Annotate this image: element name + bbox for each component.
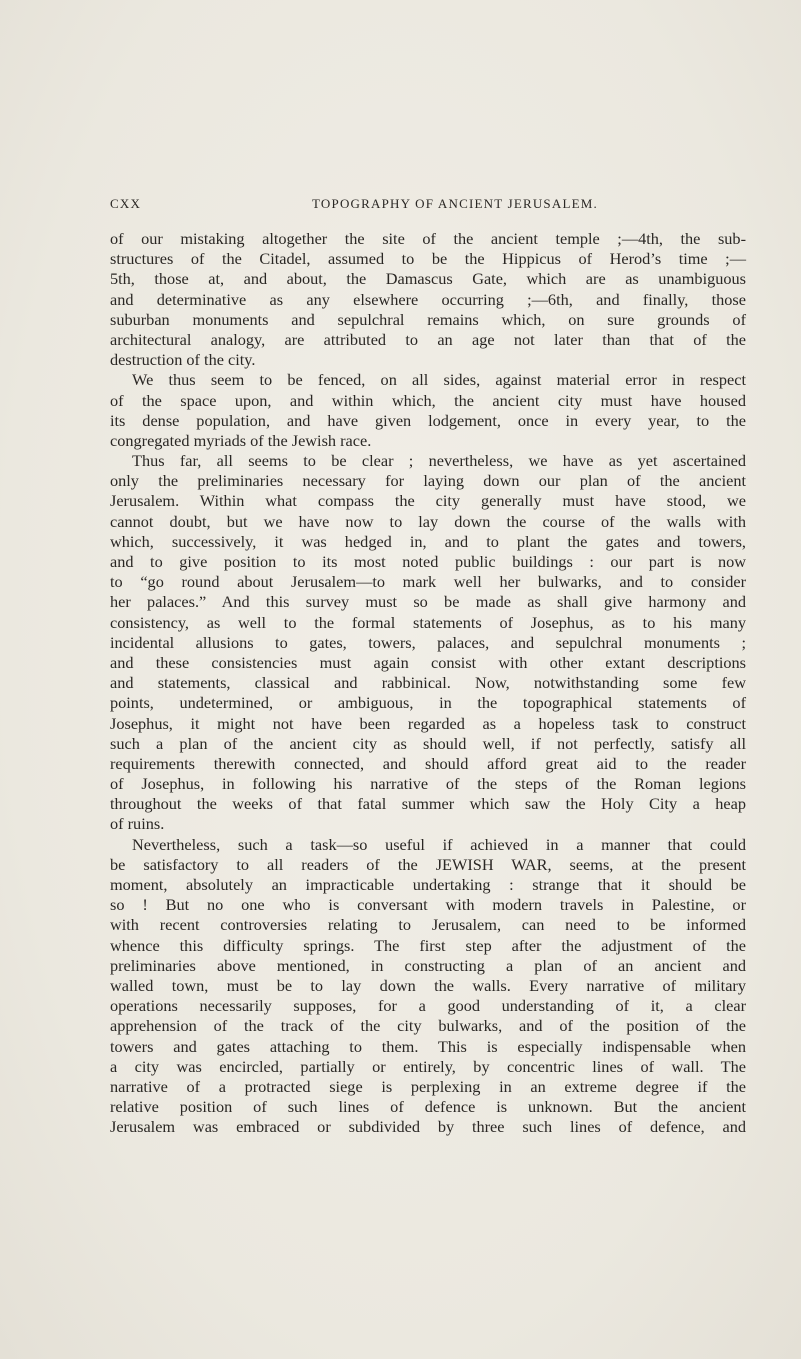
text-line: architectural analogy, are attributed to an age not later than that of the [110, 329, 746, 349]
text-line: and these consistencies must again consist with other extant descriptions [110, 652, 746, 672]
text-line: be satisfactory to all readers of the JEWISH WAR, seems, at the present [110, 854, 746, 874]
text-line: its dense population, and have given lodgement, once in every year, to the [110, 410, 746, 430]
text-line: and statements, classical and rabbinical. Now, notwithstanding some few [110, 673, 746, 693]
text-line: so ! But no one who is conversant with modern travels in Palestine, or [110, 895, 746, 915]
text-line: Jerusalem was embraced or subdivided by three such lines of defence, and [110, 1117, 746, 1137]
text-line: structures of the Citadel, assumed to be the Hippicus of Herod’s time ;— [110, 249, 746, 269]
text-line: preliminaries above mentioned, in constructing a plan of an ancient and [110, 955, 746, 975]
text-line: her palaces.” And this survey must so be made as shall give harmony and [110, 592, 746, 612]
text-line: congregated myriads of the Jewish race. [110, 430, 372, 450]
text-line: consistency, as well to the formal statements of Josephus, as to his many [110, 612, 746, 632]
text-line: cannot doubt, but we have now to lay down the course of the walls with [110, 511, 746, 531]
text-line: Jerusalem. Within what compass the city generally must have stood, we [110, 491, 746, 511]
text-line: Nevertheless, such a task—so useful if achieved in a manner that could [132, 834, 746, 854]
text-line: apprehension of the track of the city bulwarks, and of the position of the [110, 1016, 746, 1036]
text-line: incidental allusions to gates, towers, palaces, and sepulchral monuments ; [110, 632, 746, 652]
text-line: towers and gates attaching to them. This is especially indispensable when [110, 1036, 746, 1056]
text-line: and to give position to its most noted public buildings : our part is now [110, 552, 746, 571]
text-line: such a plan of the ancient city as should well, if not perfectly, satisfy all [110, 733, 746, 753]
text-line: We thus seem to be fenced, on all sides, against material error in respect [132, 370, 746, 390]
text-line: a city was encircled, partially or entirely, by concentric lines of wall. The [110, 1056, 746, 1076]
text-line: to “go round about Jerusalem—to mark well her bulwarks, and to consider [110, 572, 746, 592]
text-line: throughout the weeks of that fatal summer which saw the Holy City a heap [110, 794, 746, 814]
text-line: of the space upon, and within which, the ancient city must have housed [110, 390, 746, 410]
text-line: operations necessarily supposes, for a good understanding of it, a clear [110, 996, 746, 1016]
text-line: requirements therewith connected, and should afford great aid to the reader [110, 753, 746, 773]
text-line: with recent controversies relating to Jerusalem, can need to be informed [110, 915, 746, 935]
text-line: moment, absolutely an impracticable undertaking : strange that it should be [110, 875, 746, 894]
text-line: Josephus, it might not have been regarded as a hopeless task to construct [110, 713, 746, 733]
text-line: of ruins. [110, 814, 165, 834]
text-line: only the preliminaries necessary for laying down our plan of the ancient [110, 471, 746, 491]
text-line: and determinative as any elsewhere occurring ;—6th, and finally, those [110, 289, 746, 309]
page-number: CXX [110, 196, 142, 211]
text-line: points, undetermined, or ambiguous, in the topographical statements of [110, 693, 746, 713]
text-line: 5th, those at, and about, the Damascus Gate, which are as unambiguous [110, 269, 746, 289]
text-line: whence this difficulty springs. The first step after the adjustment of the [110, 935, 746, 955]
text-line: relative position of such lines of defence is unknown. But the ancient [110, 1097, 746, 1117]
text-line: of our mistaking altogether the site of the ancient temple ;—4th, the sub- [110, 229, 746, 248]
text-line: of Josephus, in following his narrative of the steps of the Roman legions [110, 774, 746, 794]
text-line: walled town, must be to lay down the walls. Every narrative of military [110, 975, 746, 995]
text-line: narrative of a protracted siege is perplexing in an extreme degree if the [110, 1076, 746, 1096]
text-line: Thus far, all seems to be clear ; nevertheless, we have as yet ascertained [132, 451, 746, 471]
text-line: suburban monuments and sepulchral remains which, on sure grounds of [110, 309, 746, 329]
running-head [110, 196, 750, 214]
body-text [110, 229, 746, 1137]
running-title: TOPOGRAPHY OF ANCIENT JERUSALEM. [312, 196, 598, 211]
text-line: which, successively, it was hedged in, and to plant the gates and towers, [110, 531, 746, 551]
text-line: destruction of the city. [110, 350, 256, 370]
